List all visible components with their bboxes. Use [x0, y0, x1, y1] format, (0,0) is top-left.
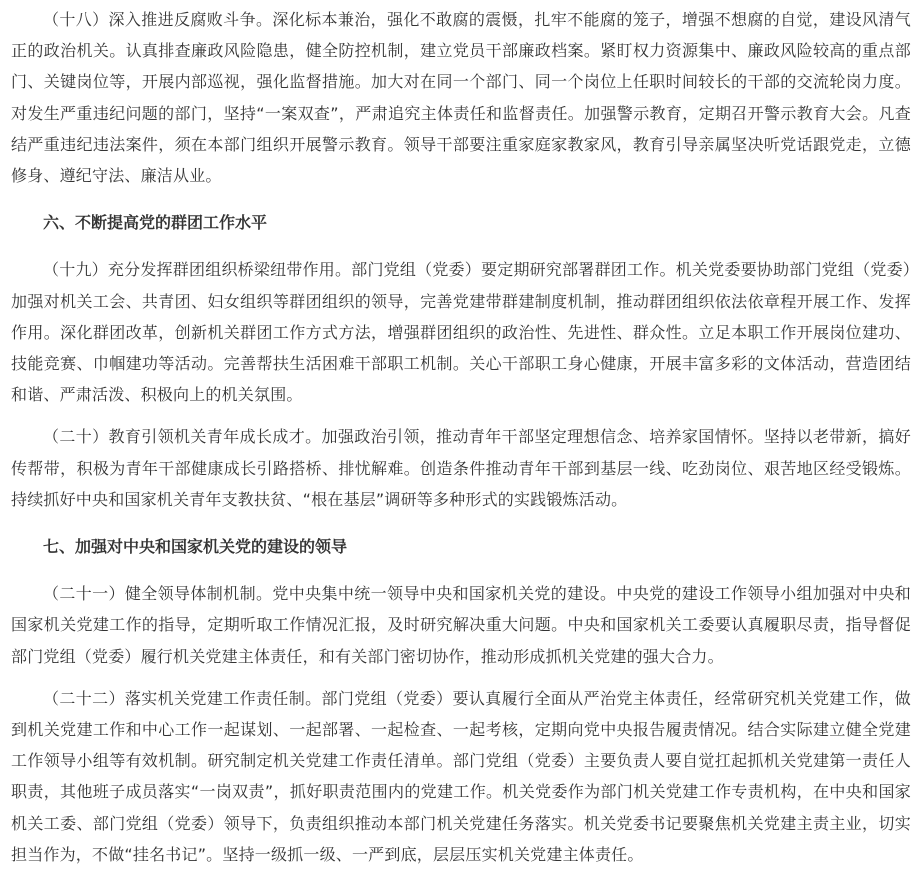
- document-body: [11, 0, 911, 870]
- paragraph-20: （二十）教育引领机关青年成长成才。加强政治引领，推动青年干部坚定理想信念、培养家国情怀。坚持以老带新，搞好传帮带，积极为青年干部健康成长引路搭桥、排忧解难。创造条件推动青年干部到基层一线、吃劲岗位、艰苦地区经受锻炼。持续抓好中央和国家机关青年支教扶贫、“根在基层”调研等多种形式的实践锻炼活动。: [11, 427, 911, 509]
- spacer: [11, 238, 911, 254]
- spacer: [11, 672, 911, 683]
- spacer: [11, 562, 911, 578]
- paragraph-19: （十九）充分发挥群团组织桥梁纽带作用。部门党组（党委）要定期研究部署群团工作。机关党委要协助部门党组（党委）加强对机关工会、共青团、妇女组织等群团组织的领导，完善党建带群建制度机制，推动群团组织依法依章程开展工作、发挥作用。深化群团改革，创新机关群团工作方式方法，增强群团组织的政治性、先进性、群众性。立足本职工作开展岗位建功、技能竞赛、巾帼建功等活动。完善帮扶生活困难干部职工机制。关心干部职工身心健康，开展丰富多彩的文体活动，营造团结和谐、严肃活泼、积极向上的机关氛围。: [11, 260, 911, 405]
- section-heading-7: 七、加强对中央和国家机关党的建设的领导: [43, 537, 348, 557]
- paragraph-21: （二十一）健全领导体制机制。党中央集中统一领导中央和国家机关党的建设。中央党的建设工作领导小组加强对中央和国家机关党建工作的指导，定期听取工作情况汇报，及时研究解决重大问题。中央和国家机关工委要认真履职尽责，指导督促部门党组（党委）履行机关党建主体责任，和有关部门密切协作，推动形成抓机关党建的强大合力。: [11, 584, 911, 666]
- paragraph-18: （十八）深入推进反腐败斗争。深化标本兼治，强化不敢腐的震慑，扎牢不能腐的笼子，增强不想腐的自觉，建设风清气正的政治机关。认真排查廉政风险隐患，健全防控机制，建立党员干部廉政档案。紧盯权力资源集中、廉政风险较高的重点部门、关键岗位等，开展内部巡视，强化监督措施。加大对在同一个部门、同一个岗位上任职时间较长的干部的交流轮岗力度。对发生严重违纪问题的部门，坚持“一案双查”，严肃追究主体责任和监督责任。加强警示教育，定期召开警示教育大会。凡查结严重违纪违法案件，须在本部门组织开展警示教育。领导干部要注重家庭家教家风，教育引导亲属坚决听党话跟党走，立德修身、遵纪守法、廉洁从业。: [11, 10, 911, 186]
- spacer: [11, 191, 911, 207]
- section-heading-6: 六、不断提高党的群团工作水平: [43, 213, 268, 233]
- paragraph-22: （二十二）落实机关党建工作责任制。部门党组（党委）要认真履行全面从严治党主体责任，经常研究机关党建工作，做到机关党建工作和中心工作一起谋划、一起部署、一起检查、一起考核，定期向党中央报告履责情况。结合实际建立健全党建工作领导小组等有效机制。研究制定机关党建工作责任清单。部门党组（党委）主要负责人要自觉扛起抓机关党建第一责任人职责，其他班子成员落实“一岗双责”，抓好职责范围内的党建工作。机关党委作为部门机关党建工作专责机构，在中央和国家机关工委、部门党组（党委）领导下，负责组织推动本部门机关党建任务落实。机关党委书记要聚焦机关党建主责主业，切实担当作为，不做“挂名书记”。坚持一级抓一级、一严到底，层层压实机关党建主体责任。: [11, 688, 911, 864]
- spacer: [11, 410, 911, 421]
- spacer: [11, 515, 911, 531]
